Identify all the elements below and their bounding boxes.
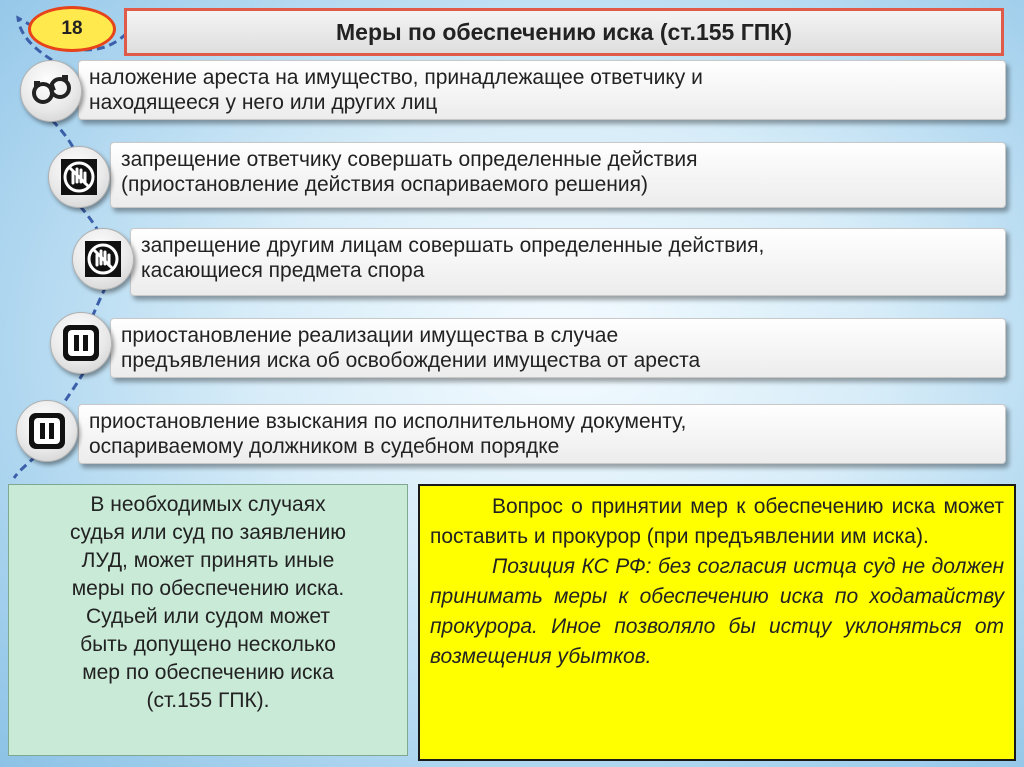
right-note-italic-paragraph: Позиция КС РФ: без согласия истца суд не должен принимать меры к обеспечению иска по ходатайству прокурора. Иное позволяло бы истцу уклоняться от возмещения убытков. (430, 555, 1004, 668)
no-hand-icon (72, 228, 134, 290)
left-note-line: (ст.155 ГПК). (146, 689, 270, 712)
handcuffs-icon (20, 60, 82, 122)
left-note-line: В необходимых случаях (90, 493, 326, 516)
right-note-paragraph: Вопрос о принятии мер к обеспечению иска может поставить и прокурор (при предъявлении им иска). (430, 495, 1004, 548)
measure-line: приостановление взыскания по исполнительному документу, (89, 410, 687, 433)
measure-text-box (130, 228, 1006, 296)
left-note-line: ЛУД, может принять иные (81, 549, 335, 572)
measure-text-box (78, 60, 1006, 120)
slide-number-badge (28, 6, 116, 52)
measure-text-box (110, 142, 1006, 208)
measure-text-box (110, 318, 1006, 378)
left-note-line: Судьей или судом может (86, 605, 330, 628)
measure-line: запрещение ответчику совершать определенные действия (121, 148, 698, 171)
left-note-line: меры по обеспечению иска. (71, 577, 345, 600)
measure-line: находящееся у него или других лиц (89, 91, 438, 114)
pause-icon (16, 400, 78, 462)
measure-text-box (78, 404, 1006, 464)
left-note-line: быть допущено несколько (80, 633, 336, 656)
measure-line: предъявления иска об освобождении имущества от ареста (121, 349, 701, 372)
slide-number: 18 (61, 18, 83, 39)
title-box (124, 8, 1004, 56)
measure-line: (приостановление действия оспариваемого решения) (121, 173, 648, 196)
left-note-line: мер по обеспечению иска (82, 661, 334, 684)
page-title: Меры по обеспечению иска (ст.155 ГПК) (336, 18, 792, 45)
left-note-line: судья или суд по заявлению (70, 521, 346, 544)
measure-line: оспариваемому должником в судебном порядке (89, 435, 560, 458)
left-note (8, 484, 408, 756)
measure-line: касающиеся предмета спора (141, 259, 425, 282)
right-note (418, 484, 1016, 761)
no-hand-icon (48, 146, 110, 208)
pause-icon (50, 312, 112, 374)
measure-line: наложение ареста на имущество, принадлежащее ответчику и (89, 66, 703, 89)
measure-line: запрещение другим лицам совершать определенные действия, (141, 234, 765, 257)
measure-line: приостановление реализации имущества в случае (121, 324, 619, 347)
